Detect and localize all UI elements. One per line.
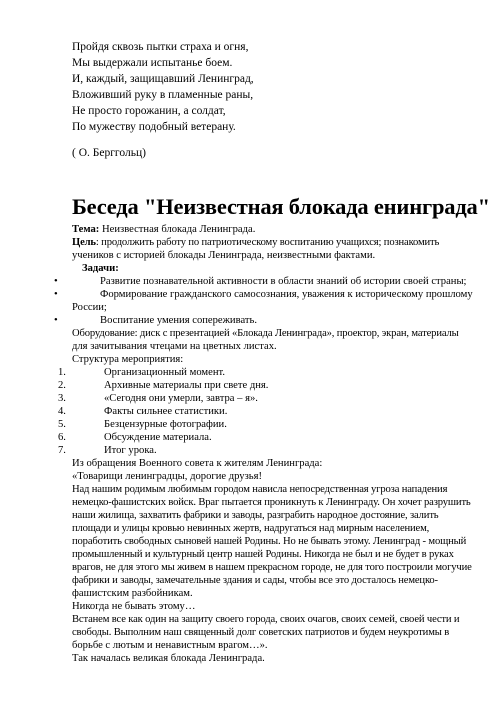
appeal-line: свободы. Выполним наш священный долг советских патриотов и будем неукротимы в (72, 627, 450, 638)
appeal-line: фабрики и заводы, замечательные здания и сады, чтобы все это досталось немецко- (72, 575, 438, 586)
appeal-line: врагов, не для этого мы живем в нашем прекрасном городе, не для того построили могучие (72, 562, 472, 573)
poem-line: Вложивший руку в пламенные раны, (72, 89, 254, 101)
poem-line: По мужеству подобный ветерану. (72, 121, 236, 133)
structure-num: 6. (58, 432, 66, 443)
appeal-line: фашистским разбойникам. (72, 588, 193, 599)
structure-num: 1. (58, 367, 66, 378)
appeal-line: наши жилища, захватить фабрики и заводы, разграбить народное достояние, залить (72, 510, 439, 521)
equipment-line-2: для зачитывания чтецами на цветных листах. (72, 341, 277, 352)
tasks-label: Задачи: (82, 263, 119, 274)
structure-item: Архивные материалы при свете дня. (104, 380, 269, 391)
appeal-line: «Товарищи ленинградцы, дорогие друзья! (72, 471, 262, 482)
structure-item: Безцензурные фотографии. (104, 419, 227, 430)
poem-line: Пройдя сквозь пытки страха и огня, (72, 41, 249, 53)
appeal-line: промышленный и культурный центр нашей Родины. Никогда не был и не будет в руках (72, 549, 454, 560)
appeal-line: Так началась великая блокада Ленинграда. (72, 653, 265, 664)
goal-label: Цель (72, 237, 96, 248)
structure-item: Обсуждение материала. (104, 432, 212, 443)
bullet: • (54, 315, 58, 326)
structure-num: 3. (58, 393, 66, 404)
goal-value: : продолжить работу по патриотическому воспитанию учащихся; познакомить (95, 237, 440, 248)
structure-item: Итог урока. (104, 445, 157, 456)
page-title: Беседа "Неизвестная блокада енинграда" (72, 194, 490, 219)
structure-item: Организационный момент. (104, 367, 225, 378)
structure-label: Структура мероприятия: (72, 354, 184, 365)
task-item: Воспитание умения сопереживать. (100, 315, 257, 326)
bullet: • (54, 276, 58, 287)
theme-label: Тема: (72, 224, 100, 235)
appeal-line: борьбе с лютым и ненавистным врагом…». (72, 640, 268, 651)
appeal-line: Над нашим родимым любимым городом нависла непосредственная угроза нападения (72, 484, 448, 495)
poem-line: Не просто горожанин, а солдат, (72, 105, 226, 117)
appeal-line: Встанем все как один на защиту своего города, своих очагов, своих семей, своей чести и (72, 614, 460, 625)
structure-item: Факты сильнее статистики. (104, 406, 228, 417)
structure-num: 5. (58, 419, 66, 430)
goal-line (72, 236, 439, 249)
appeal-line: Никогда не бывать этому… (72, 601, 196, 612)
theme-value: Неизвестная блокада Ленинграда. (99, 224, 256, 235)
appeal-line: площади и улицы кровью невинных жертв, надругаться над мирным населением, (72, 523, 430, 534)
structure-item: «Сегодня они умерли, завтра – я». (104, 393, 258, 404)
appeal-line: поработить свободных сыновей нашей Родины. Но не бывать этому. Ленинград - мощный (72, 536, 467, 547)
bullet: • (54, 289, 58, 300)
structure-num: 4. (58, 406, 66, 417)
goal-line-2: учеников с историей блокады Ленинграда, неизвестными фактами. (72, 250, 376, 261)
structure-num: 7. (58, 445, 66, 456)
poem-author: ( О. Берггольц) (72, 147, 146, 159)
structure-num: 2. (58, 380, 66, 391)
poem-line: И, каждый, защищавший Ленинград, (72, 73, 254, 85)
theme-line (72, 223, 255, 236)
poem-line: Мы выдержали испытанье боем. (72, 57, 233, 69)
appeal-line: немецко-фашистских войск. Враг пытается проникнуть к Ленинграду. Он хочет разрушить (72, 497, 471, 508)
task-item-wrap: России; (72, 302, 107, 313)
task-item: Формирование гражданского самосознания, уважения к историческому прошлому (100, 289, 473, 300)
task-item: Развитие познавательной активности в области знаний об истории своей страны; (100, 276, 467, 287)
equipment-line: Оборудование: диск с презентацией «Блокада Ленинграда», проектор, экран, материалы (72, 328, 459, 339)
appeal-line: Из обращения Военного совета к жителям Ленинграда: (72, 458, 323, 469)
